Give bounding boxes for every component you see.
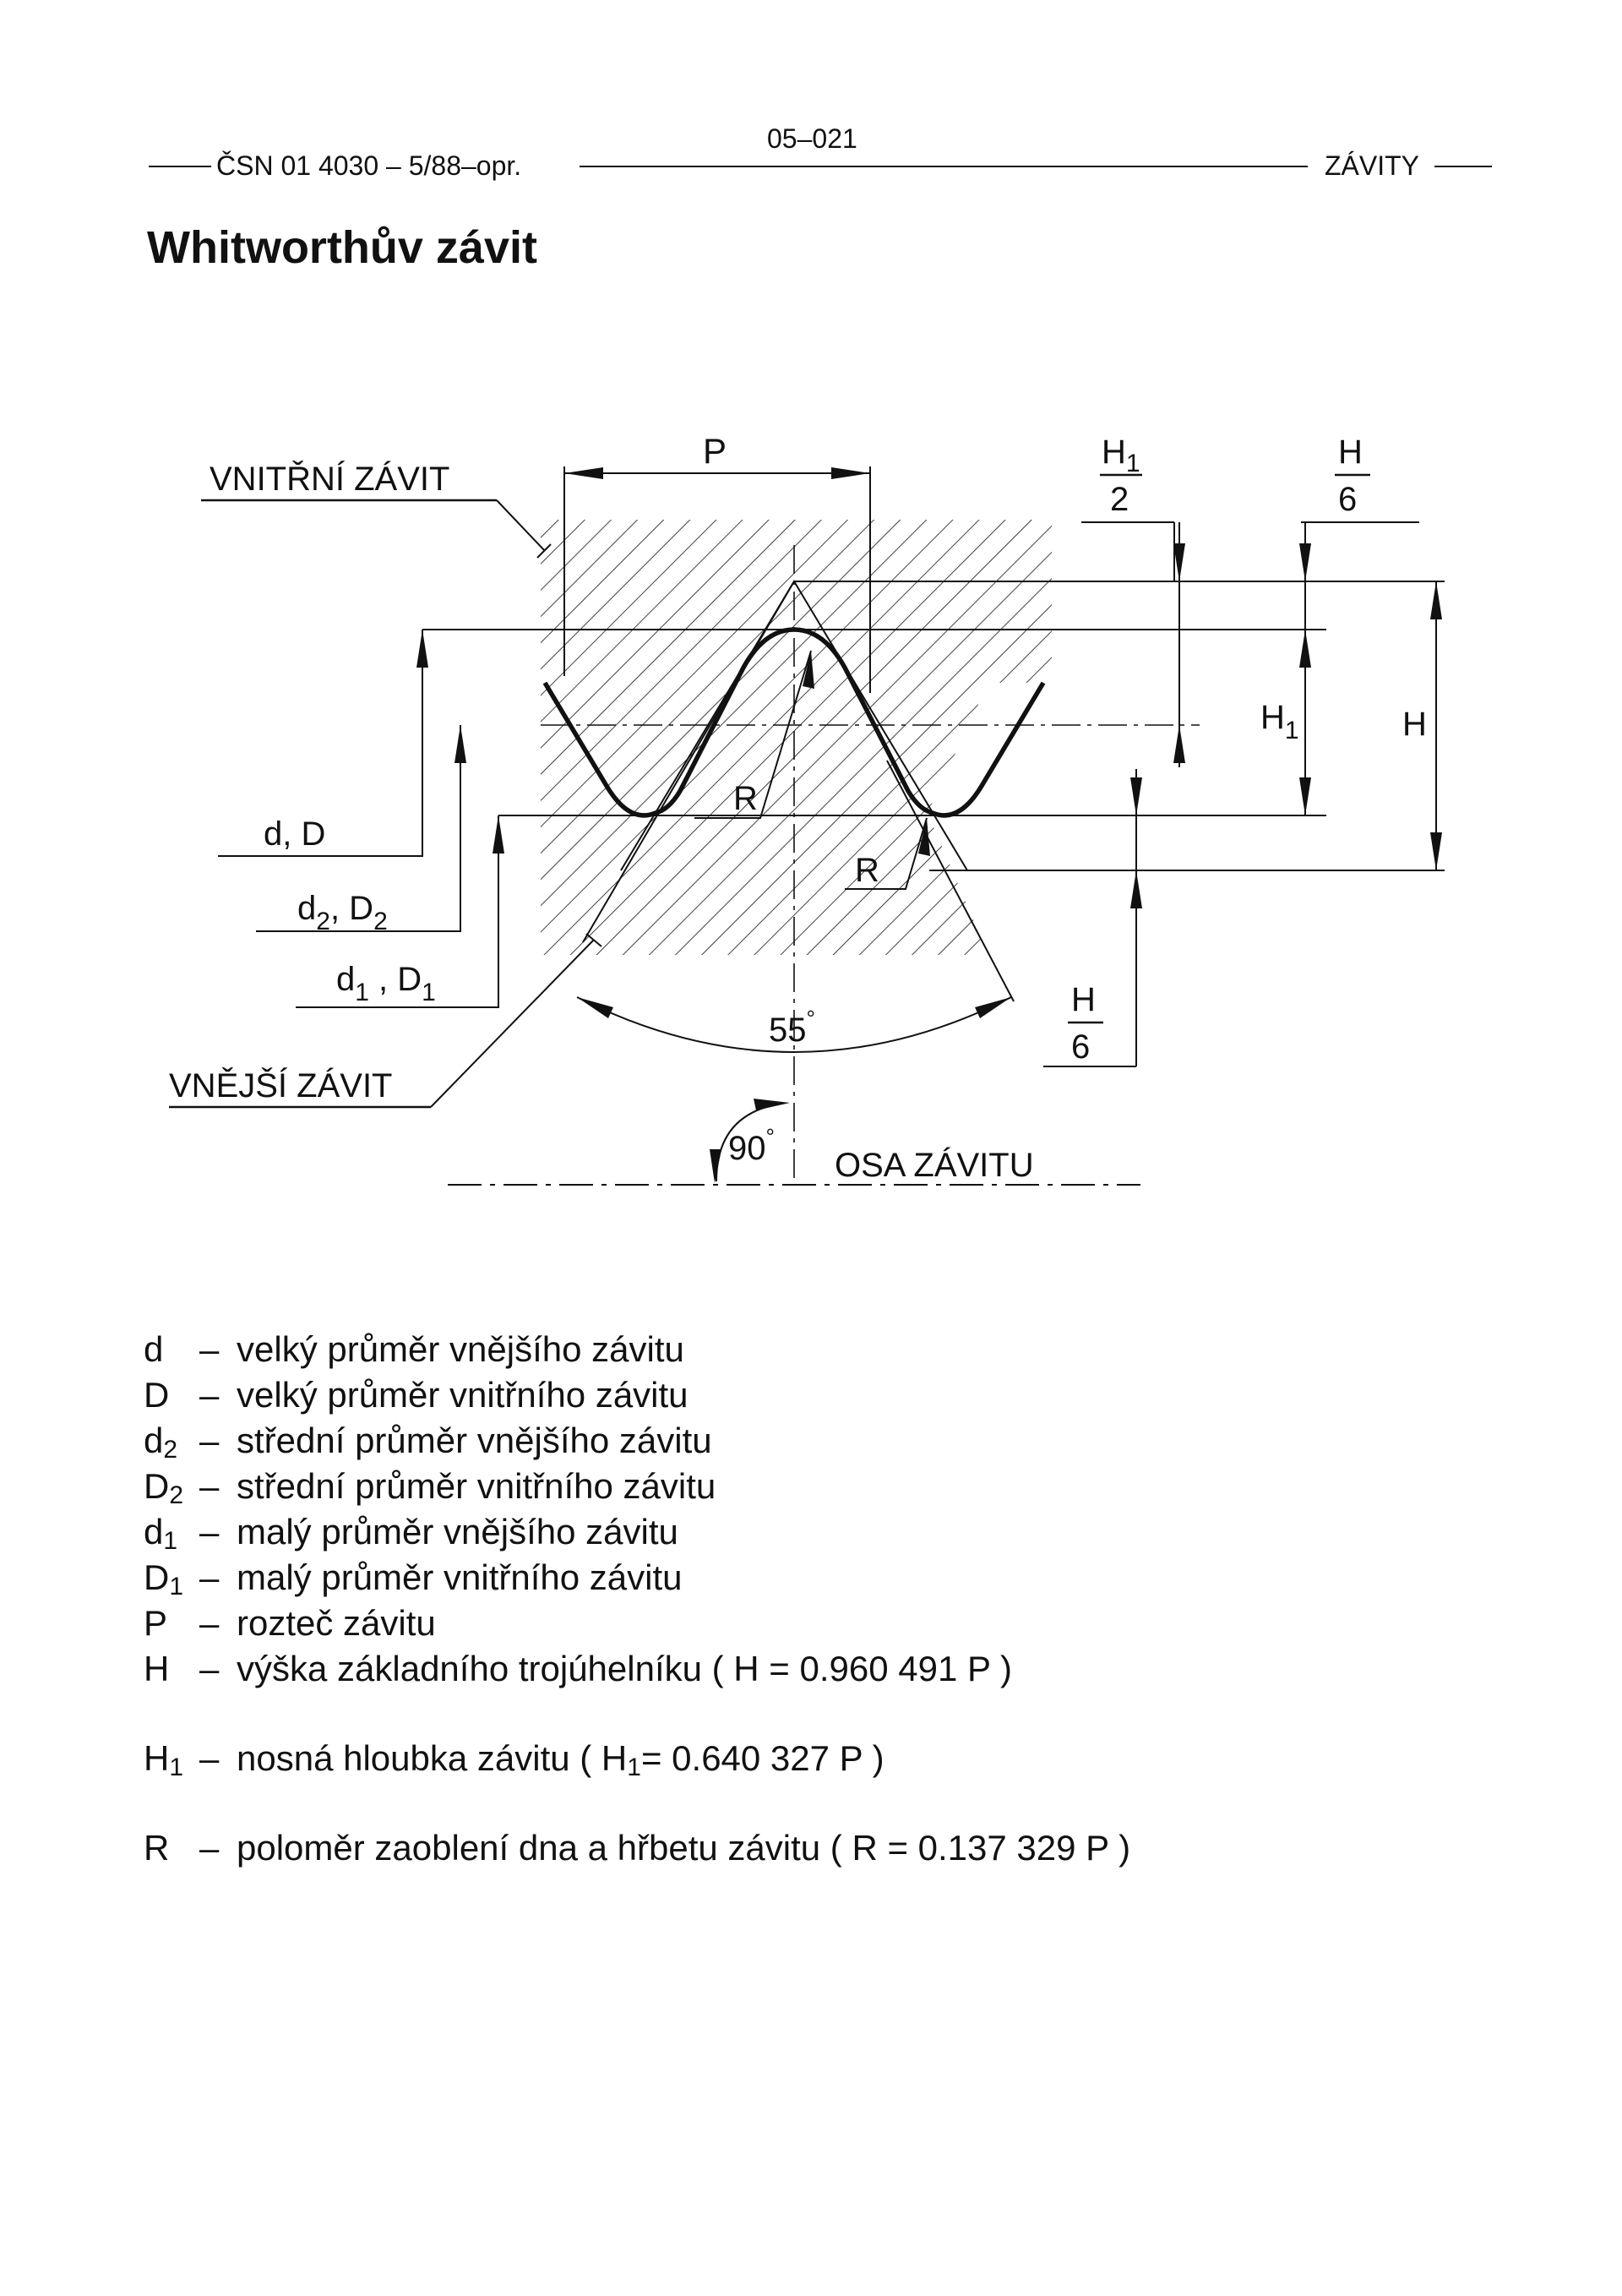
axis-angle-arrow-bottom (710, 1149, 721, 1183)
d1D1-label: $d_1$ , $D_1$ (336, 961, 436, 1006)
axis-angle-arrow-top (754, 1099, 790, 1110)
h6-bottom-den: 6 (1071, 1028, 1091, 1066)
h6-top-arrow-h1-bottom (1299, 777, 1311, 815)
legend-dash: – (199, 1738, 220, 1778)
legend-symbol-sub: 2 (169, 1481, 184, 1509)
axis-angle-label: 90° (728, 1124, 775, 1167)
h6-top-den: 6 (1338, 481, 1358, 518)
d2D2-label: $d_2$, $D_2$ (297, 890, 388, 935)
legend-symbol: H (144, 1649, 170, 1688)
legend-dash: – (199, 1375, 220, 1415)
legend-symbol: d (144, 1329, 164, 1369)
legend-symbol: H (144, 1738, 170, 1778)
legend-symbol: D (144, 1375, 170, 1415)
H-arrow-top (1430, 581, 1442, 619)
pitch-label: P (703, 431, 727, 471)
h1half-num: $H_1$ (1102, 434, 1140, 477)
legend-symbol: D (144, 1557, 170, 1597)
legend-description: rozteč závitu (237, 1603, 436, 1643)
legend-description: poloměr zaoblení dna a hřbetu závitu ( R = 0.137 329 P ) (237, 1828, 1131, 1868)
header-section: ZÁVITY (1325, 150, 1420, 181)
legend-symbol: D (144, 1466, 170, 1506)
external-label-leader (431, 940, 594, 1107)
pitch-arrow-left (564, 467, 603, 479)
page-title: Whitworthův závit (147, 222, 537, 273)
header-page-code: 05–021 (767, 123, 857, 154)
legend-dash: – (199, 1512, 220, 1552)
legend-symbol-sub: 2 (163, 1436, 178, 1464)
legend-description: velký průměr vnitřního závitu (237, 1375, 689, 1415)
h6-bottom-arrow-down (1130, 870, 1142, 908)
h1-label: $H_1$ (1260, 699, 1299, 744)
h6-top-arrow-h1-top (1299, 630, 1311, 668)
external-thread-label: VNĚJŠÍ ZÁVIT (169, 1067, 393, 1104)
r-top-label: R (733, 780, 758, 817)
legend-dash: – (199, 1649, 220, 1688)
legend-description-part: = 0.640 327 P ) (640, 1738, 884, 1778)
legend-dash: – (199, 1828, 220, 1868)
internal-thread-label: VNITŘNÍ ZÁVIT (210, 461, 450, 498)
d1D1-arrow (493, 815, 504, 854)
flank-angle-arrow-left (577, 997, 613, 1018)
legend-description: výška základního trojúhelníku ( H = 0.960 491 P ) (237, 1649, 1012, 1688)
legend-symbol: d (144, 1512, 164, 1552)
h6-top-num: H (1338, 434, 1363, 471)
H-arrow-bottom (1430, 832, 1442, 870)
h6-top-arrow-down (1299, 543, 1311, 581)
legend-symbol-sub: 1 (163, 1527, 178, 1555)
legend-description-part: nosná hloubka závitu ( H (237, 1738, 628, 1778)
pitch-arrow-right (831, 467, 870, 479)
legend-symbol-sub: 1 (169, 1753, 184, 1781)
H-label: H (1402, 706, 1427, 743)
legend-description: střední průměr vnějšího závitu (237, 1421, 712, 1460)
legend-description: malý průměr vnějšího závitu (237, 1512, 678, 1552)
h6-bottom-arrow-up (1130, 777, 1142, 815)
legend-description (237, 1736, 884, 1786)
thread-axis-label: OSA ZÁVITU (835, 1147, 1034, 1184)
dD-arrow (416, 630, 428, 668)
legend-symbol: d (144, 1421, 164, 1460)
legend-dash: – (199, 1466, 220, 1506)
h1half-arrow-bottom (1173, 725, 1185, 763)
dD-label: d, D (264, 815, 326, 853)
legend-symbol-sub: 1 (169, 1573, 184, 1601)
flank-angle-arrow-right (975, 997, 1011, 1018)
legend-dash: – (199, 1421, 220, 1460)
header-standard: ČSN 01 4030 – 5/88–opr. (216, 150, 522, 181)
legend-dash: – (199, 1557, 220, 1597)
d2D2-arrow (454, 725, 466, 763)
legend-dash: – (199, 1603, 220, 1643)
flank-angle-label: 55° (769, 1006, 815, 1049)
internal-label-leader (497, 500, 545, 551)
r-bottom-label: R (855, 852, 879, 889)
h1half-den: 2 (1110, 481, 1129, 518)
legend-symbol: P (144, 1603, 168, 1643)
legend-description-sub: 1 (627, 1753, 641, 1781)
legend-description: velký průměr vnějšího závitu (237, 1329, 684, 1369)
legend-description: malý průměr vnitřního závitu (237, 1557, 683, 1597)
legend-symbol: R (144, 1828, 170, 1868)
h6-bottom-num: H (1071, 981, 1096, 1018)
h1half-arrow-top (1173, 543, 1185, 581)
legend-description: střední průměr vnitřního závitu (237, 1466, 716, 1506)
legend-dash: – (199, 1329, 220, 1369)
